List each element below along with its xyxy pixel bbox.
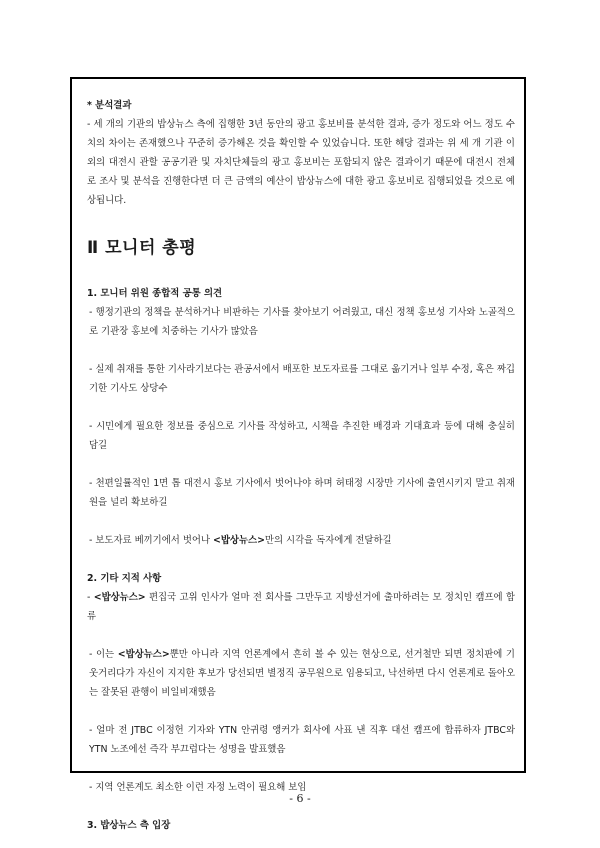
section-title: Ⅱ 모니터 총평: [87, 238, 197, 258]
sec2-item-2: [87, 645, 515, 702]
page-number: - 6 -: [289, 792, 311, 805]
sec2-heading: 2. 기타 지적 사항: [87, 573, 162, 584]
sec1-item-3: - 시민에게 필요한 정보를 중심으로 기사를 작성하고, 시책을 추진한 배경과 기대효과 등에 대해 충실히 담길: [89, 421, 515, 451]
sec1-item-1: - 행정기관의 정책을 분석하거나 비판하는 기사를 찾아보기 어려웠고, 대신 정책 홍보성 기사와 노골적으로 기관장 홍보에 치중하는 기사가 많았음: [89, 307, 515, 337]
sec2-item-3: - 얼마 전 JTBC 이정헌 기자와 YTN 안귀령 앵커가 회사에 사표 낸 직후 대선 캠프에 합류하자 JTBC와 YTN 노조에선 즉각 부끄럽다는 성명을 발표했음: [89, 725, 515, 755]
sec2-item-1-post: 편집국 고위 인사가 얼마 전 회사를 그만두고 지방선거에 출마하려는 모 정치인 캠프에 합류: [87, 592, 515, 622]
sec2-item-1-pre: -: [87, 592, 94, 603]
monitor-summary: [87, 284, 515, 835]
sec2-item-1-bold: <밥상뉴스>: [93, 592, 146, 603]
analysis-block: [87, 96, 515, 210]
sec2-item-2-bold: <밥상뉴스>: [117, 649, 170, 660]
sec1-item-2: - 실제 취재를 통한 기사라기보다는 관공서에서 배포한 보도자료를 그대로 옮기거나 일부 수정, 혹은 짜깁기한 기사도 상당수: [89, 364, 515, 394]
sec3-heading: 3. 밥상뉴스 측 입장: [87, 820, 171, 831]
sec1-item-5-post: 만의 시각을 독자에게 전달하길: [264, 535, 392, 546]
analysis-heading: * 분석결과: [87, 100, 132, 111]
sec1-item-4: - 천편일률적인 1면 톱 대전시 홍보 기사에서 벗어나야 하며 허태정 시장만 기사에 출연시키지 말고 취재원을 널리 확보하길: [89, 478, 515, 508]
sec2-item-4: - 지역 언론계도 최소한 이런 자정 노력이 필요해 보임: [89, 782, 307, 793]
sec1-heading: 1. 모니터 위원 종합적 공통 의견: [87, 288, 223, 299]
sec2-item-2-pre: - 이는: [89, 649, 118, 660]
analysis-body: - 세 개의 기관의 밥상뉴스 측에 집행한 3년 동안의 광고 홍보비를 분석한 결과, 증가 정도와 어느 정도 수치의 차이는 존재했으나 꾸준히 증가해온 것을 확인할 수 있었습니다. 또한 해당 결과는 위 세 개 기관 이외의 대전시 관할 공공기관 및 자치단체들의 광고 홍보비는 포함되지 않은 결과이기 때문에 대전시 전체로 조사 및 분석을 진행한다면 더 큰 금액의 예산이 밥상뉴스에 대한 광고 홍보비로 집행되었을 것으로 예상됩니다.: [87, 119, 515, 206]
sec2-item-2-post: 뿐만 아니라 지역 언론계에서 흔히 볼 수 있는 현상으로, 선거철만 되면 정치판에 기웃거리다가 자신이 지지한 후보가 당선되면 별정직 공무원으로 임용되고, 낙선하면 다시 언론계로 돌아오는 잘못된 관행이 비일비재했음: [89, 649, 515, 698]
sec1-item-5-pre: - 보도자료 베끼기에서 벗어나: [89, 535, 213, 546]
sec1-item-5: [87, 531, 515, 550]
sec1-item-5-bold: <밥상뉴스>: [212, 535, 265, 546]
sec2-item-1: [87, 588, 515, 626]
